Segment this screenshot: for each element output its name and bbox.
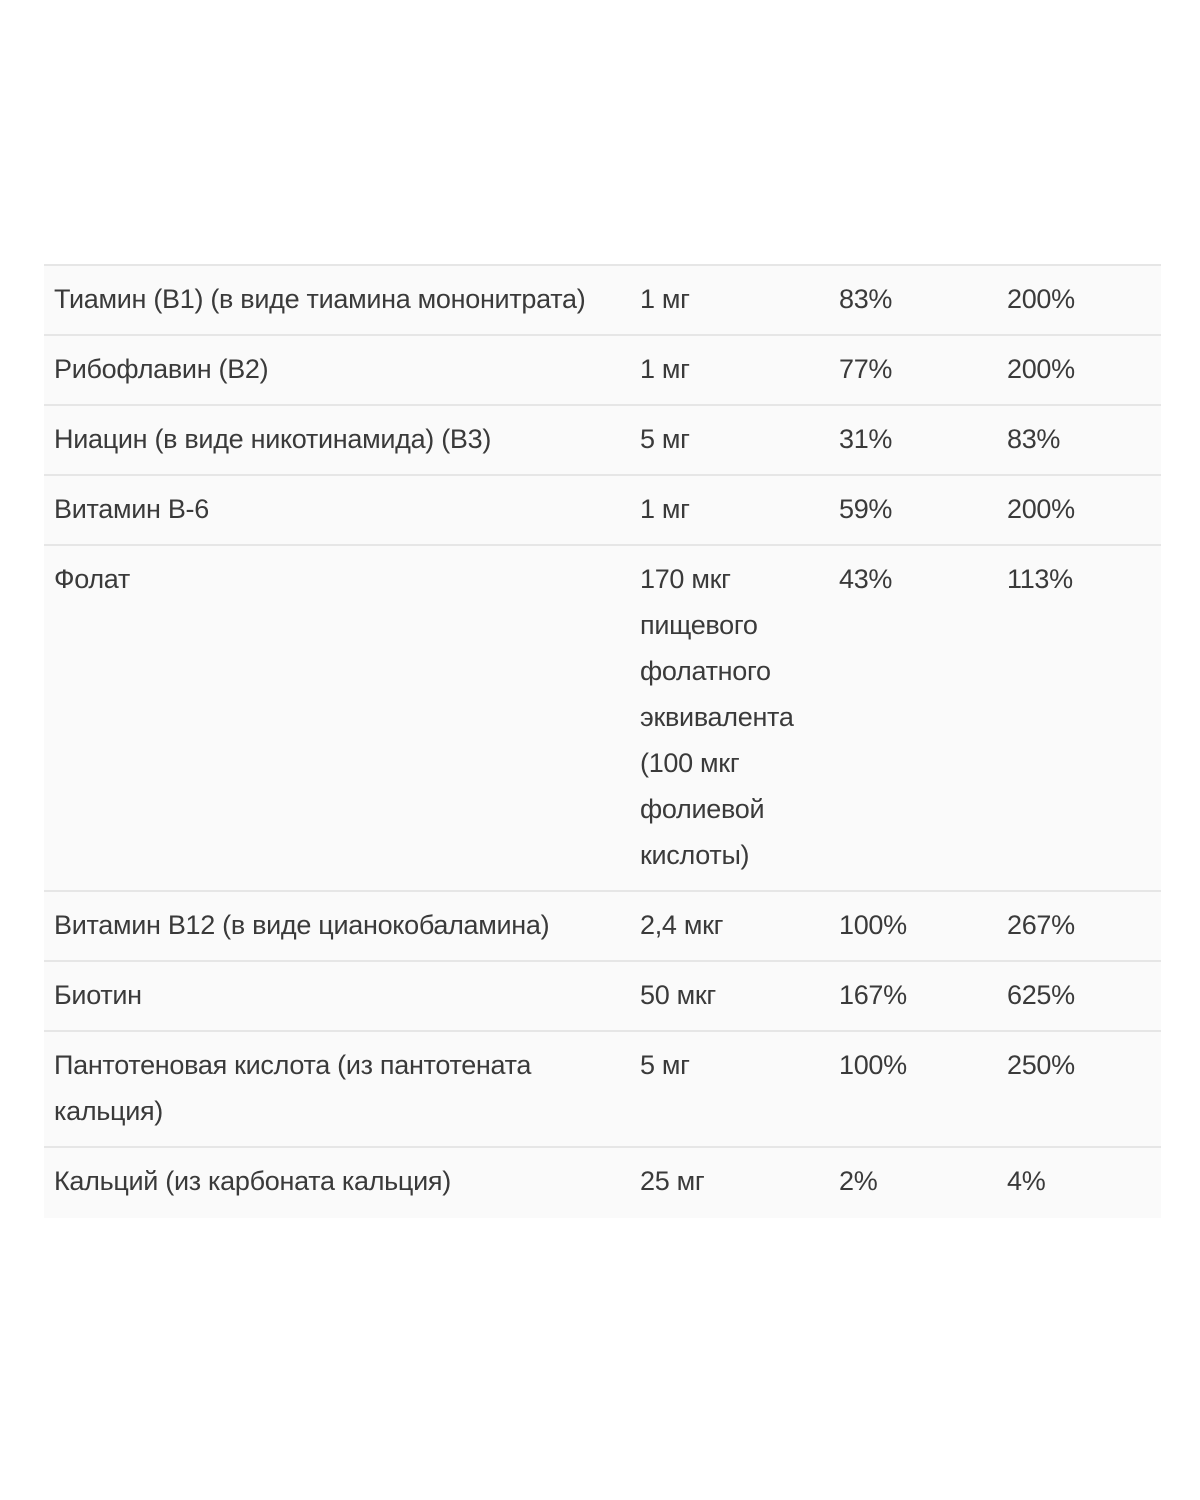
nutrient-name: Витамин В-6 (44, 475, 630, 545)
daily-value-percent-alt: 113% (997, 545, 1161, 891)
daily-value-percent: 31% (829, 405, 997, 475)
nutrient-name: Ниацин (в виде никотинамида) (В3) (44, 405, 630, 475)
daily-value-percent: 2% (829, 1147, 997, 1218)
nutrition-table (44, 264, 1161, 1218)
table-row (44, 1031, 1161, 1147)
nutrient-name: Витамин В12 (в виде цианокобаламина) (44, 891, 630, 961)
nutrient-amount: 5 мг (630, 405, 829, 475)
table-row (44, 265, 1161, 335)
nutrient-amount: 1 мг (630, 335, 829, 405)
daily-value-percent-alt: 625% (997, 961, 1161, 1031)
daily-value-percent: 83% (829, 265, 997, 335)
daily-value-percent: 100% (829, 891, 997, 961)
daily-value-percent: 77% (829, 335, 997, 405)
nutrient-name: Кальций (из карбоната кальция) (44, 1147, 630, 1218)
nutrient-name: Фолат (44, 545, 630, 891)
daily-value-percent-alt: 250% (997, 1031, 1161, 1147)
daily-value-percent-alt: 83% (997, 405, 1161, 475)
nutrient-amount: 50 мкг (630, 961, 829, 1031)
daily-value-percent-alt: 200% (997, 265, 1161, 335)
nutrient-name: Рибофлавин (В2) (44, 335, 630, 405)
nutrient-name: Тиамин (В1) (в виде тиамина мононитрата) (44, 265, 630, 335)
daily-value-percent-alt: 200% (997, 335, 1161, 405)
nutrient-amount: 25 мг (630, 1147, 829, 1218)
daily-value-percent: 59% (829, 475, 997, 545)
daily-value-percent: 100% (829, 1031, 997, 1147)
table-row (44, 545, 1161, 891)
nutrient-amount: 170 мкг пищевого фолатного эквивалента (100 мкг фолиевой кислоты) (630, 545, 829, 891)
table-row (44, 335, 1161, 405)
daily-value-percent-alt: 4% (997, 1147, 1161, 1218)
nutrient-name: Биотин (44, 961, 630, 1031)
table-row (44, 961, 1161, 1031)
nutrient-amount: 1 мг (630, 475, 829, 545)
table-row (44, 475, 1161, 545)
daily-value-percent-alt: 267% (997, 891, 1161, 961)
table-row (44, 891, 1161, 961)
daily-value-percent-alt: 200% (997, 475, 1161, 545)
daily-value-percent: 167% (829, 961, 997, 1031)
daily-value-percent: 43% (829, 545, 997, 891)
table-row (44, 1147, 1161, 1218)
table-row (44, 405, 1161, 475)
nutrient-amount: 2,4 мкг (630, 891, 829, 961)
nutrient-amount: 1 мг (630, 265, 829, 335)
nutrient-name: Пантотеновая кислота (из пантотената кальция) (44, 1031, 630, 1147)
nutrient-amount: 5 мг (630, 1031, 829, 1147)
